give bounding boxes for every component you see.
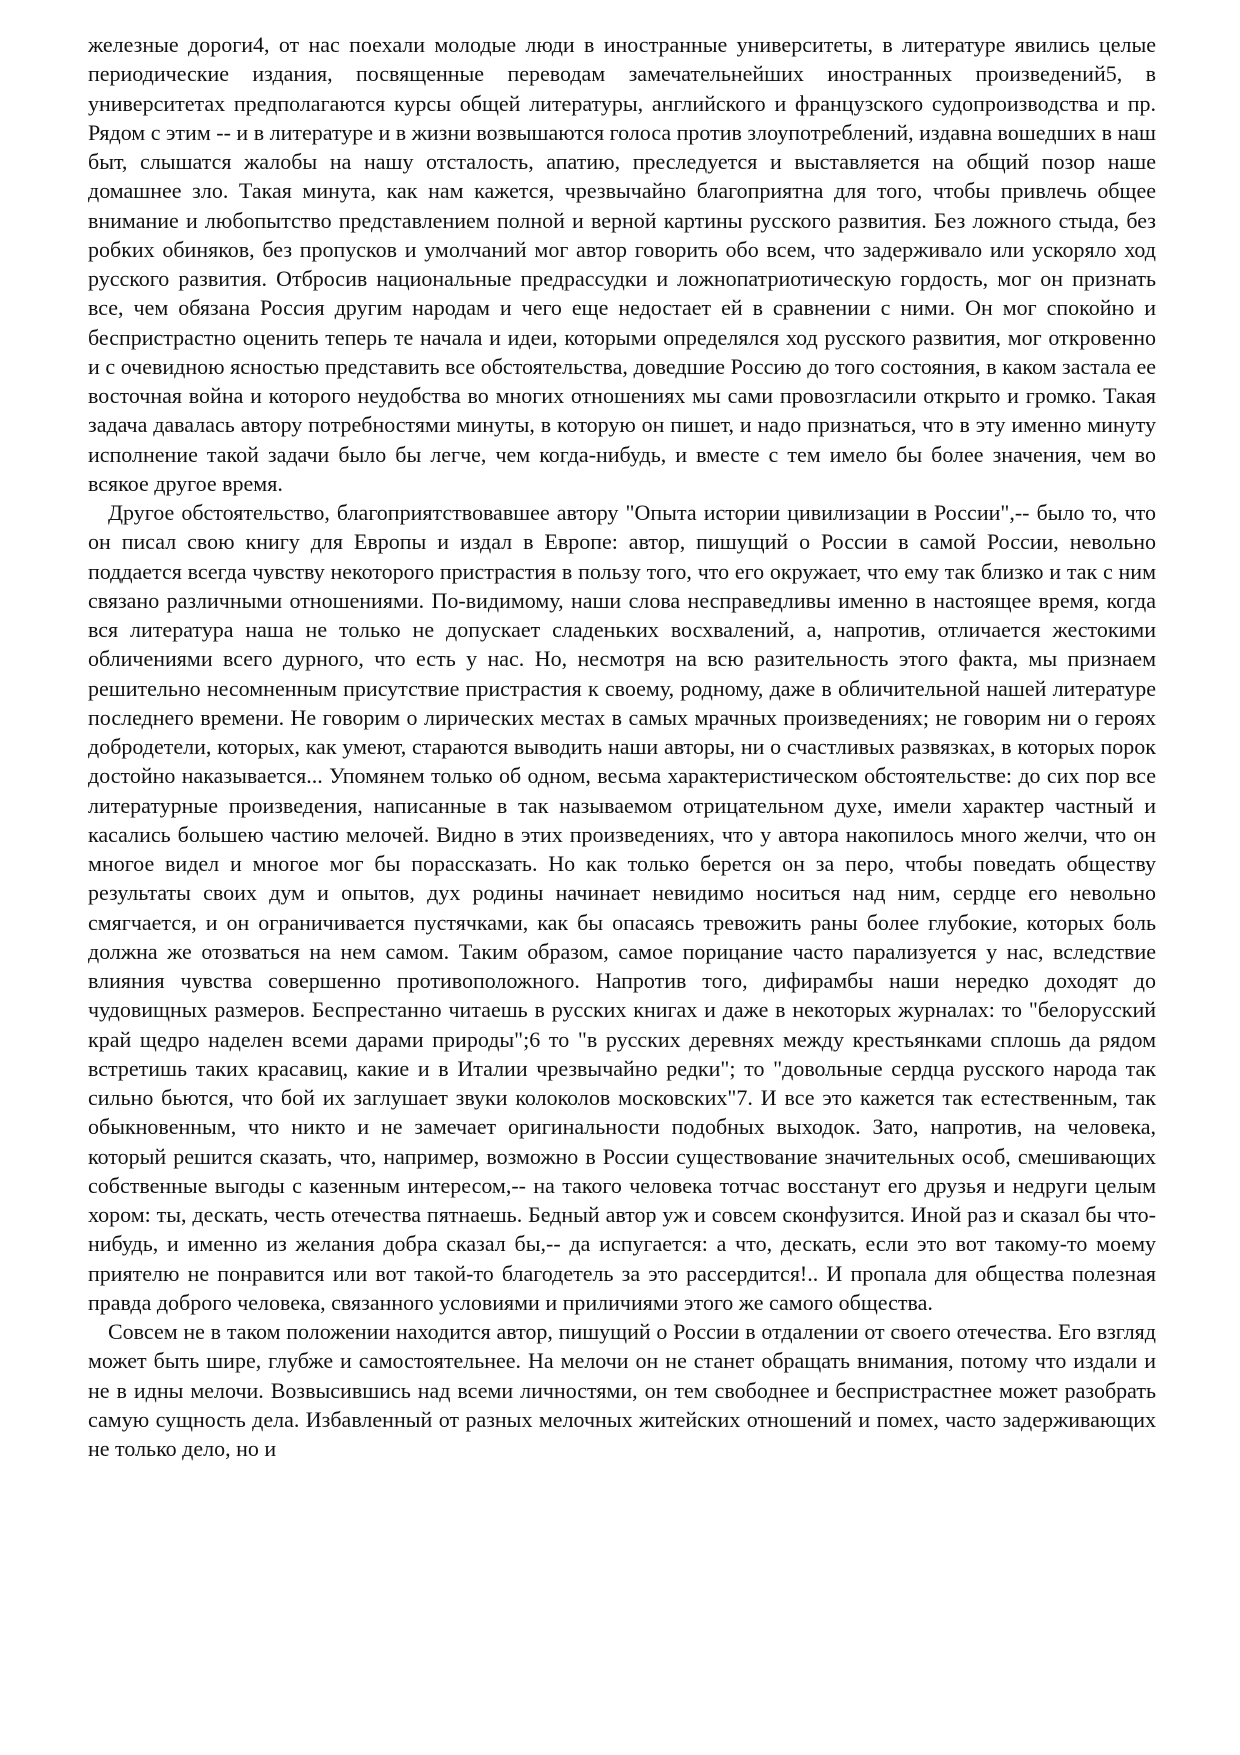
paragraph-2: Другое обстоятельство, благоприятствовавшее автору "Опыта истории цивилизации в России",-- было то, что он писал свою книгу для Европы и издал в Европе: автор, пишущий о России в самой России, невольно поддается всегда чувству некоторого пристрастия в пользу того, что его окружает, что ему так близко и так с ним связано различными отношениями. По-видимому, наши слова несправедливы именно в настоящее время, когда вся литература наша не только не допускает сладеньких восхвалений, а, напротив, отличается жестокими обличениями всего дурного, что есть у нас. Но, несмотря на всю разительность этого факта, мы признаем решительно несомненным присутствие пристрастия к своему, родному, даже в обличительной нашей литературе последнего времени. Не говорим о лирических местах в самых мрачных произведениях; не говорим ни о героях добродетели, которых, как умеют, стараются выводить наши авторы, ни о счастливых развязках, в которых порок достойно наказывается... Упомянем только об одном, весьма характеристическом обстоятельстве: до сих пор все литературные произведения, написанные в так называемом отрицательном духе, имели характер частный и касались большею частию мелочей. Видно в этих произведениях, что у автора накопилось много желчи, что он многое видел и многое мог бы порассказать. Но как только берется он за перо, чтобы поведать обществу результаты своих дум и опытов, дух родины начинает невидимо носиться над ним, сердце его невольно смягчается, и он ограничивается пустячками, как бы опасаясь тревожить раны более глубокие, которых боль должна же отозваться на нем самом. Таким образом, самое порицание часто парализуется у нас, вследствие влияния чувства совершенно противоположного. Напротив того, дифирамбы наши нередко доходят до чудовищных размеров. Беспрестанно читаешь в русских книгах и даже в некоторых журналах: то "белорусский край щедро наделен всеми дарами природы";6 то "в русских деревнях между крестьянками сплошь да рядом встретишь таких красавиц, какие и в Италии чрезвычайно редки"; то "довольные сердца русского народа так сильно бьются, что бой их заглушает звуки колоколов московских"7. И все это кажется так естественным, так обыкновенным, что никто и не замечает оригинальности подобных выходок. Зато, напротив, на человека, который решится сказать, что, например, возможно в России существование значительных особ, смешивающих собственные выгоды с казенным интересом,-- на такого человека тотчас восстанут его друзья и недруги целым хором: ты, дескать, честь отечества пятнаешь. Бедный автор уж и совсем сконфузится. Иной раз и сказал бы что-нибудь, и именно из желания добра сказал бы,-- да испугается: а что, дескать, если это вот такому-то моему приятелю не понравится или вот такой-то благодетель за это рассердится!.. И пропала для общества полезная правда доброго человека, связанного условиями и приличиями этого же самого общества. [88, 500, 1156, 1315]
document-page [88, 30, 1156, 1463]
paragraph-3: Совсем не в таком положении находится автор, пишущий о России в отдалении от своего отечества. Его взгляд может быть шире, глубже и самостоятельнее. На мелочи он не станет обращать внимания, потому что издали и не в идны мелочи. Возвысившись над всеми личностями, он тем свободнее и беспристрастнее может разобрать самую сущность дела. Избавленный от разных мелочных житейских отношений и помех, часто задерживающих не только дело, но и [88, 1319, 1156, 1461]
paragraph-1: железные дороги4, от нас поехали молодые люди в иностранные университеты, в литературе явились целые периодические издания, посвященные переводам замечательнейших иностранных произведений5, в университетах предполагаются курсы общей литературы, английского и французского судопроизводства и пр. Рядом с этим -- и в литературе и в жизни возвышаются голоса против злоупотреблений, издавна вошедших в наш быт, слышатся жалобы на нашу отсталость, апатию, преследуется и выставляется на общий позор наше домашнее зло. Такая минута, как нам кажется, чрезвычайно благоприятна для того, чтобы привлечь общее внимание и любопытство представлением полной и верной картины русского развития. Без ложного стыда, без робких обиняков, без пропусков и умолчаний мог автор говорить обо всем, что задерживало или ускоряло ход русского развития. Отбросив национальные предрассудки и ложнопатриотическую гордость, мог он признать все, чем обязана Россия другим народам и чего еще недостает ей в сравнении с ними. Он мог спокойно и беспристрастно оценить теперь те начала и идеи, которыми определялся ход русского развития, мог откровенно и с очевидною ясностью представить все обстоятельства, доведшие Россию до того состояния, в каком застала ее восточная война и которого неудобства во многих отношениях мы сами провозгласили открыто и громко. Такая задача давалась автору потребностями минуты, в которую он пишет, и надо признаться, что в эту именно минуту исполнение такой задачи было бы легче, чем когда-нибудь, и вместе с тем имело бы более значения, чем во всякое другое время. [88, 32, 1156, 496]
